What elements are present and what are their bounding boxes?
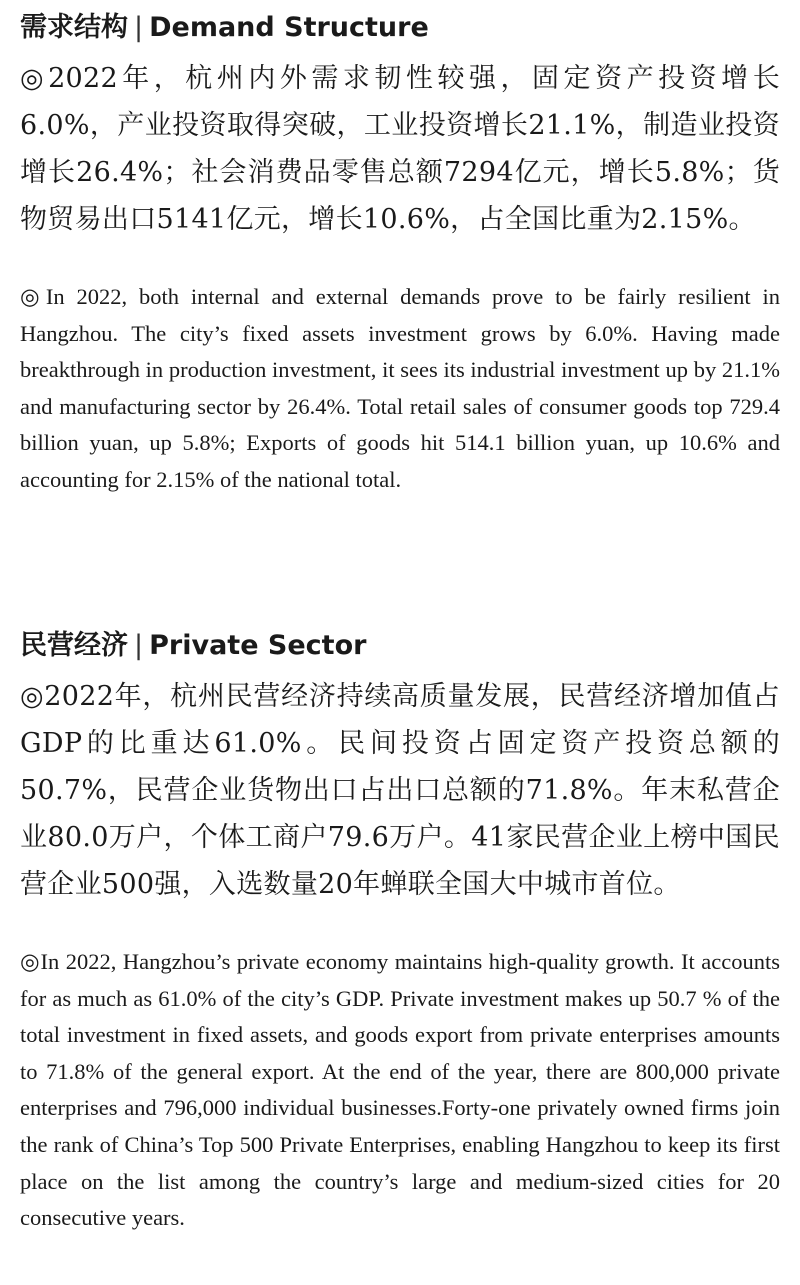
paragraph-en-private: ◎In 2022, Hangzhou’s private economy maintains high-quality growth. It accounts for as much as 61.0% of the city’s GDP. Private investment makes up 50.7 % of the total investment in fixed assets, and goods export from private enterprises amounts to 71.8% of the general export. At the end of the year, there are 800,000 private enterprises and 796,000 individual businesses.Forty-one privately owned firms join the rank of China’s Top 500 Private Enterprises, enabling Hangzhou to keep its first place on the list among the country’s large and medium-sized cities for 20 consecutive years. bbox=[20, 949, 780, 1231]
private-sector-section bbox=[20, 626, 780, 1237]
heading-en: Demand Structure bbox=[149, 12, 429, 43]
heading-separator: | bbox=[134, 12, 144, 43]
paragraph-zh-demand: ◎2022年，杭州内外需求韧性较强，固定资产投资增长6.0%，产业投资取得突破，工业投资增长21.1%，制造业投资增长26.4%；社会消费品零售总额7294亿元，增长5.8%；货物贸易出口5141亿元，增长10.6%，占全国比重为2.15%。 bbox=[20, 63, 780, 235]
paragraph-en-demand: ◎In 2022, both internal and external demands prove to be fairly resilient in Hangzhou. The city’s fixed assets investment grows by 6.0%. Having made breakthrough in production investment, it sees its industrial investment up by 21.1% and manufacturing sector by 26.4%. Total retail sales of consumer goods top 729.4 billion yuan, up 5.8%; Exports of goods hit 514.1 billion yuan, up 10.6% and accounting for 2.15% of the national total. bbox=[20, 284, 780, 492]
section-heading-demand bbox=[20, 8, 780, 48]
heading-en: Private Sector bbox=[149, 630, 367, 661]
demand-structure-section bbox=[20, 8, 780, 499]
heading-zh: 需求结构 bbox=[20, 12, 128, 43]
heading-separator: | bbox=[134, 630, 144, 661]
heading-zh: 民营经济 bbox=[20, 630, 128, 661]
paragraph-zh-private: ◎2022年，杭州民营经济持续高质量发展，民营经济增加值占GDP的比重达61.0%。民间投资占固定资产投资总额的50.7%，民营企业货物出口占出口总额的71.8%。年末私营企业80.0万户，个体工商户79.6万户。41家民营企业上榜中国民营企业500强，入选数量20年蝉联全国大中城市首位。 bbox=[20, 681, 780, 900]
section-heading-private bbox=[20, 626, 780, 666]
